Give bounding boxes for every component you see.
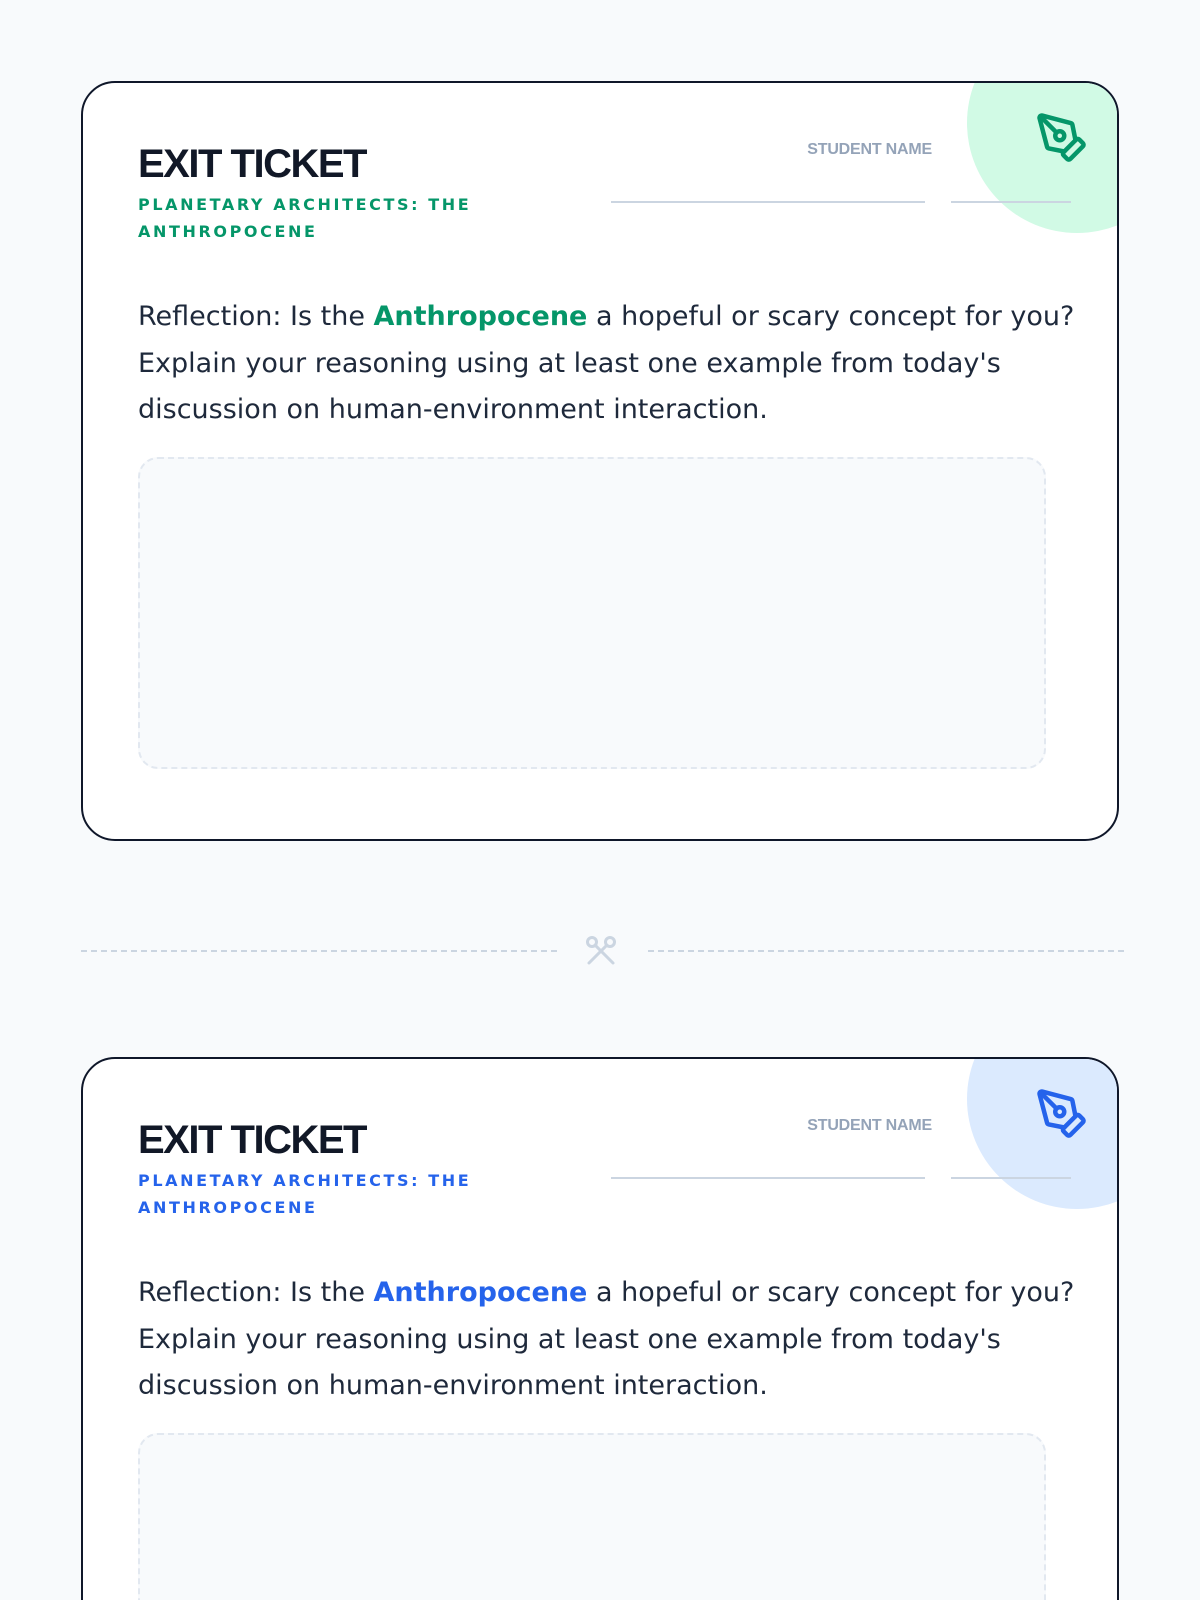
question-highlight: Anthropocene xyxy=(373,301,588,332)
student-name-field-extra[interactable] xyxy=(951,201,1071,203)
ticket-subtitle: PLANETARY ARCHITECTS: THE ANTHROPOCENE xyxy=(138,195,472,241)
exit-ticket-card xyxy=(81,1057,1119,1600)
scissors-icon xyxy=(583,933,619,969)
student-name-label: STUDENT NAME xyxy=(807,141,932,158)
answer-area[interactable] xyxy=(138,1433,1046,1600)
cut-line-left xyxy=(81,950,557,952)
student-name-label: STUDENT NAME xyxy=(807,1117,932,1134)
reflection-question xyxy=(138,294,1078,434)
pen-nib-icon xyxy=(1035,1087,1089,1141)
ticket-subtitle: PLANETARY ARCHITECTS: THE ANTHROPOCENE xyxy=(138,1171,472,1217)
question-text-start: Reflection: Is the xyxy=(138,1277,374,1308)
student-name-field[interactable] xyxy=(611,201,925,203)
question-text-end: a hopeful or scary concept for you? Explain your reasoning using at least one example from today's discussion on human-environment interaction. xyxy=(138,1277,1075,1401)
answer-area[interactable] xyxy=(138,457,1046,769)
ticket-title: EXIT TICKET xyxy=(138,142,366,186)
question-text-start: Reflection: Is the xyxy=(138,301,374,332)
student-name-field[interactable] xyxy=(611,1177,925,1179)
cut-line-right xyxy=(648,950,1124,952)
student-name-field-extra[interactable] xyxy=(951,1177,1071,1179)
question-highlight: Anthropocene xyxy=(373,1277,588,1308)
ticket-title: EXIT TICKET xyxy=(138,1118,366,1162)
exit-ticket-card xyxy=(81,81,1119,841)
pen-nib-icon xyxy=(1035,111,1089,165)
question-text-end: a hopeful or scary concept for you? Explain your reasoning using at least one example from today's discussion on human-environment interaction. xyxy=(138,301,1075,425)
reflection-question xyxy=(138,1270,1078,1410)
